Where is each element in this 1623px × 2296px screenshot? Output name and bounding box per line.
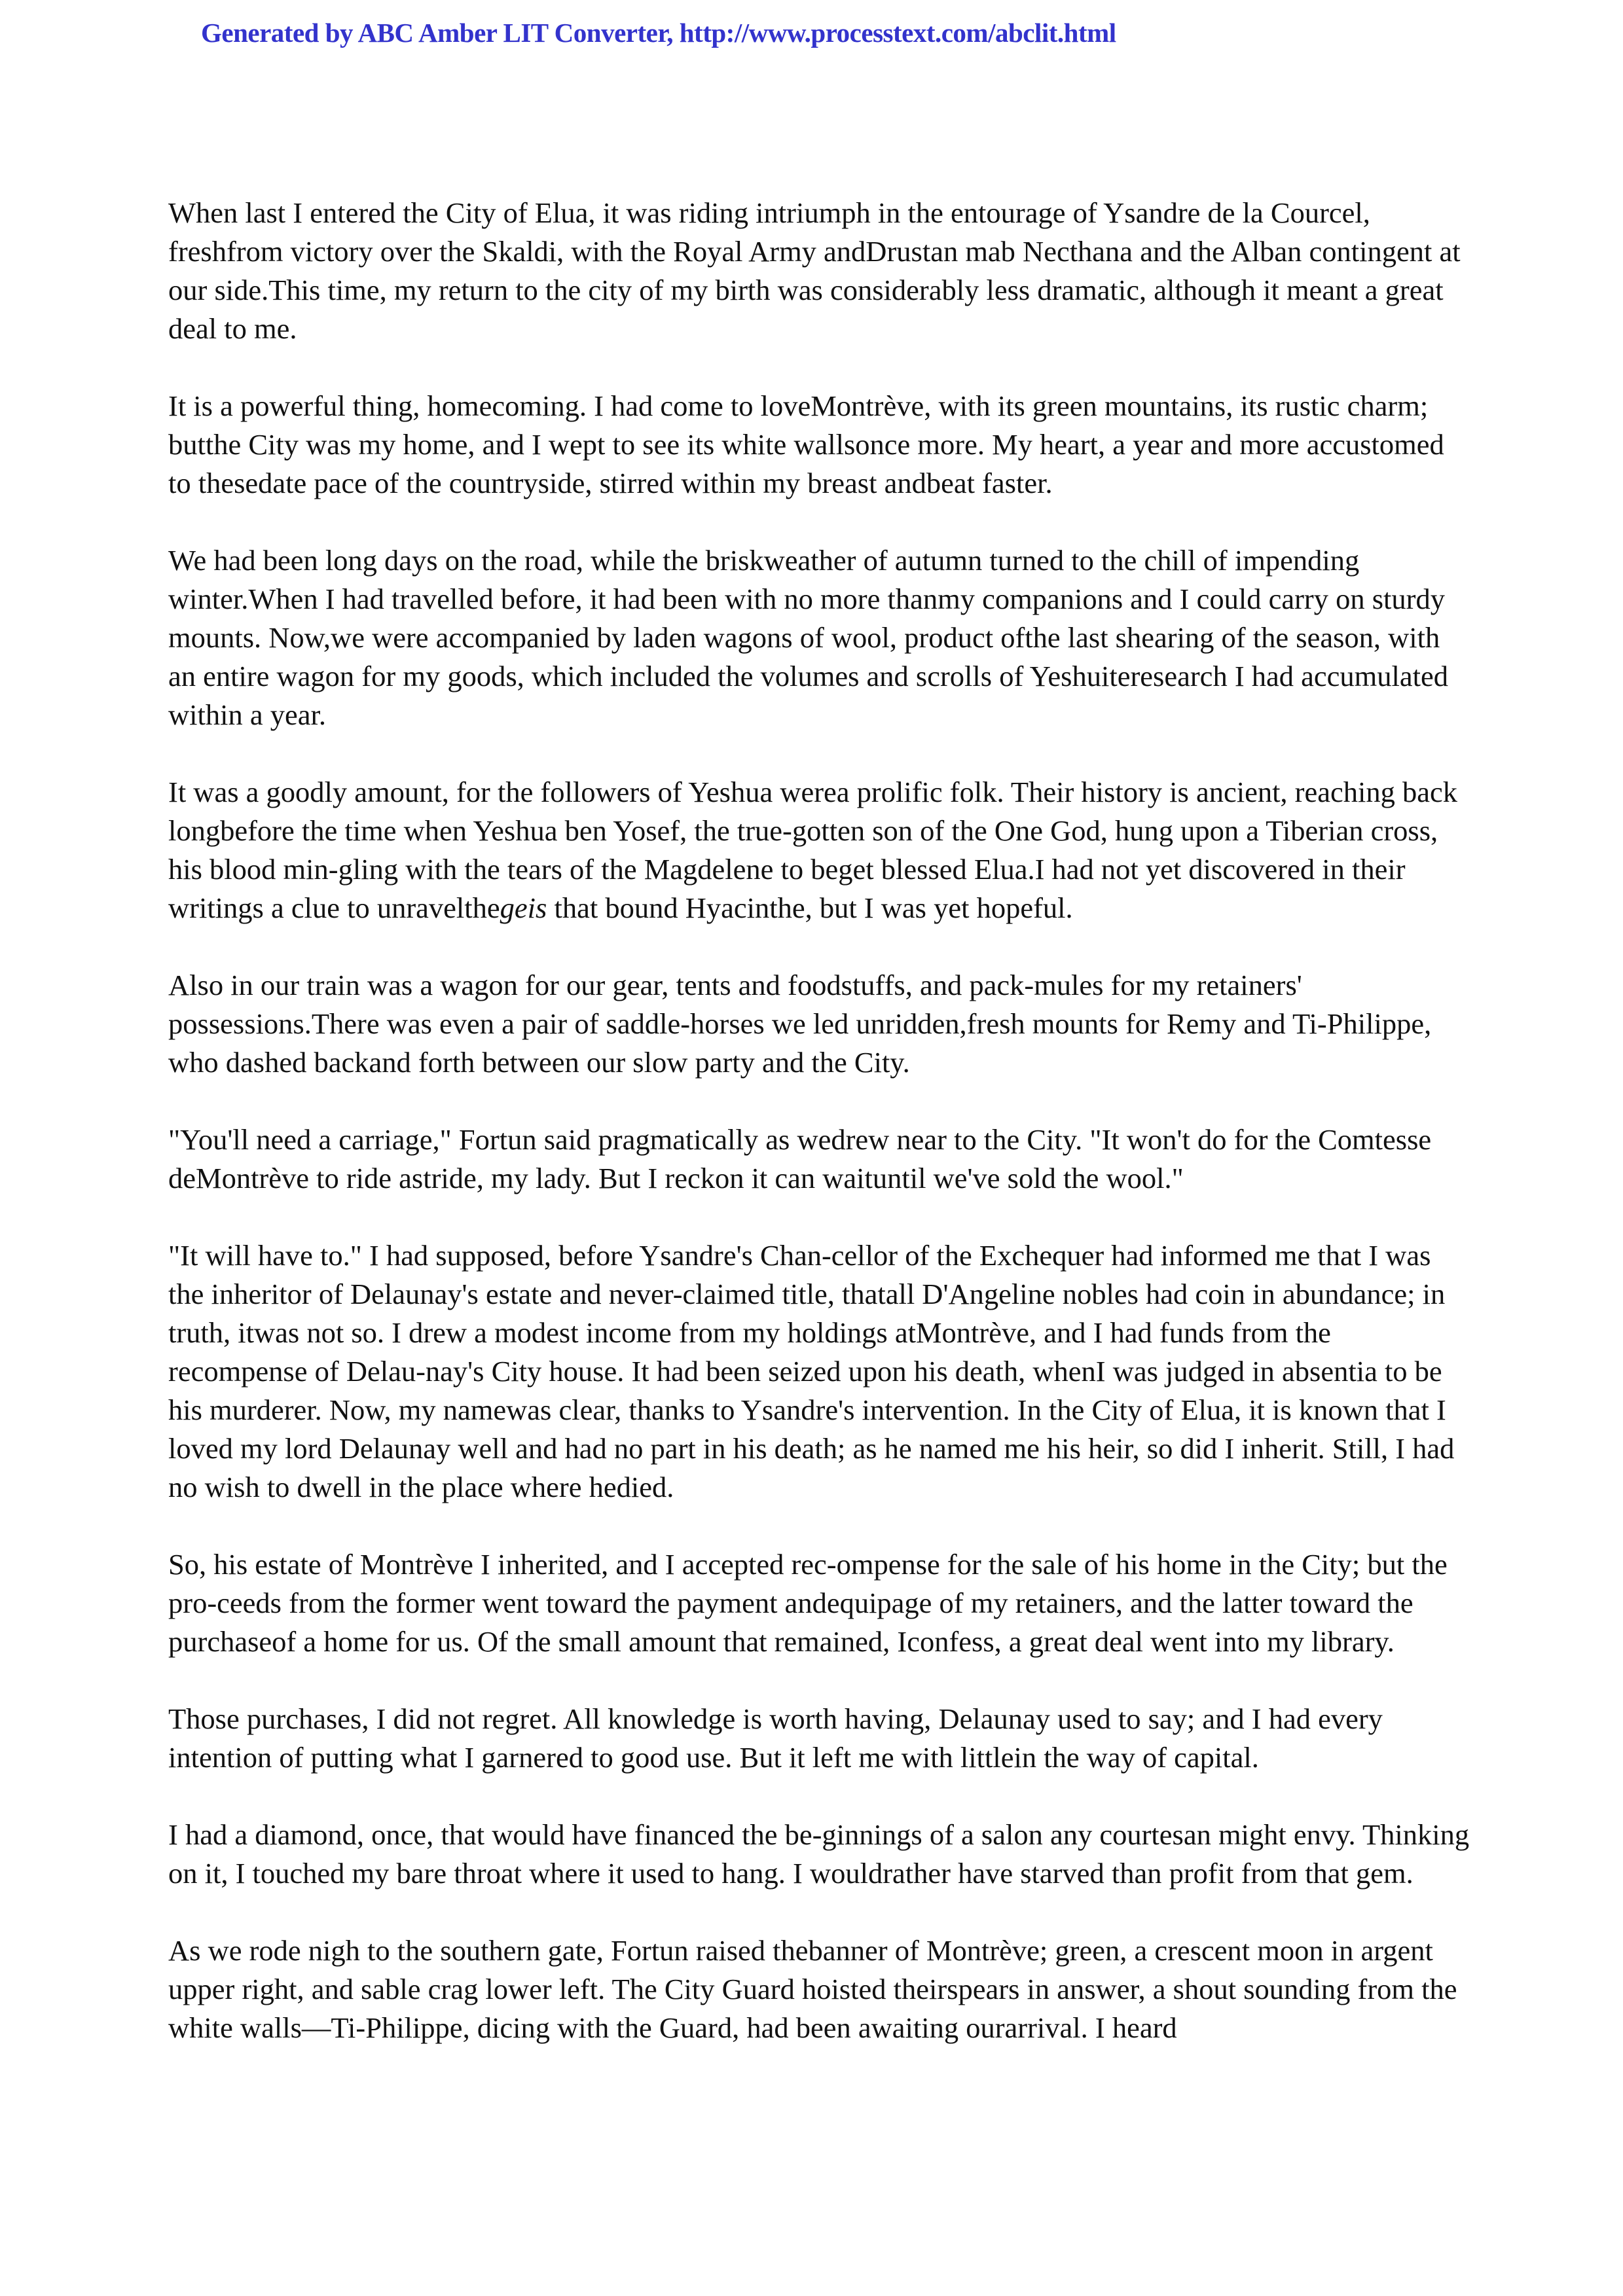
paragraph-9: Those purchases, I did not regret. All knowledge is worth having, Delaunay used to say; and I had every intention of putting what I garnered to good use. But it left me with littlein the way of capital. [168,1702,1383,1774]
paragraph-4-before: It was a goodly amount, for the followers of Yeshua werea prolific folk. Their history is ancient, reaching back longbefore the time when Yeshua ben Yosef, the true-gotten son of the One God, hung upon a Tiberian cross, his blood min-gling with the tears of the Magdelene to beget blessed Elua.I had not yet discovered in their writings a clue to unravelthe [168,776,1457,924]
paragraph-1: When last I entered the City of Elua, it was riding intriumph in the entourage of Ysandre de la Courcel, freshfrom victory over the Skaldi, with the Royal Army andDrustan mab Necthana and the Alban contingent at our side.This time, my return to the city of my birth was considerably less dramatic, although it meant a great deal to me. [168,196,1461,345]
paragraph-7: "It will have to." I had supposed, before Ysandre's Chan-cellor of the Exchequer had informed me that I was the inheritor of Delaunay's estate and never-claimed title, thatall D'Angeline nobles had coin in abundance; in truth, itwas not so. I drew a modest income from my holdings atMontrève, and I had funds from the recompense of Delau-nay's City house. It had been seized upon his death, whenI was judged in absentia to be his murderer. Now, my namewas clear, thanks to Ysandre's intervention. In the City of Elua, it is known that I loved my lord Delaunay well and had no part in his death; as he named me his heir, so did I inherit. Still, I had no wish to dwell in the place where hedied. [168,1239,1455,1503]
paragraph-4-italic: geis [500,891,547,924]
paragraph-10: I had a diamond, once, that would have financed the be-ginnings of a salon any courtesan might envy. Thinking on it, I touched my bare throat where it used to hang. I wouldrather have starved than profit from that gem. [168,1818,1470,1890]
paragraph-6: "You'll need a carriage," Fortun said pragmatically as wedrew near to the City. "It won't do for the Comtesse deMontrève to ride astride, my lady. But I reckon it can waituntil we've sold the wool." [168,1123,1432,1194]
paragraph-8: So, his estate of Montrève I inherited, and I accepted rec-ompense for the sale of his home in the City; but the pro-ceeds from the former went toward the payment andequipage of my retainers, and the latter toward the purchaseof a home for us. Of the small amount that remained, Iconfess, a great deal went into my library. [168,1548,1448,1658]
paragraph-4-after: that bound Hyacinthe, but I was yet hopeful. [547,891,1073,924]
paragraph-5: Also in our train was a wagon for our gear, tents and foodstuffs, and pack-mules for my retainers' possessions.There was even a pair of saddle-horses we led unridden,fresh mounts for Remy and Ti-Philippe, who dashed backand forth between our slow party and the City. [168,969,1432,1079]
paragraph-11: As we rode nigh to the southern gate, Fortun raised thebanner of Montrève; green, a crescent moon in argent upper right, and sable crag lower left. The City Guard hoisted theirspears in answer, a shout sounding from the white walls—Ti-Philippe, dicing with the Guard, had been awaiting ourarrival. I heard [168,1934,1457,2044]
paragraph-2: It is a powerful thing, homecoming. I had come to loveMontrève, with its green mountains, its rustic charm; butthe City was my home, and I wept to see its white wallsonce more. My heart, a year and more accustomed to thesedate pace of the countryside, stirred within my breast andbeat faster. [168,389,1444,499]
converter-header: Generated by ABC Amber LIT Converter, http://www.processtext.com/abclit.html [201,18,1116,48]
paragraph-3: We had been long days on the road, while the briskweather of autumn turned to the chill of impending winter.When I had travelled before, it had been with no more thanmy companions and I could carry on sturdy mounts. Now,we were accompanied by laden wagons of wool, product ofthe last shearing of the season, with an entire wagon for my goods, which included the volumes and scrolls of Yeshuiteresearch I had accumulated within a year. [168,544,1448,731]
document-body [168,194,1471,2047]
paragraph-4 [168,773,1471,927]
